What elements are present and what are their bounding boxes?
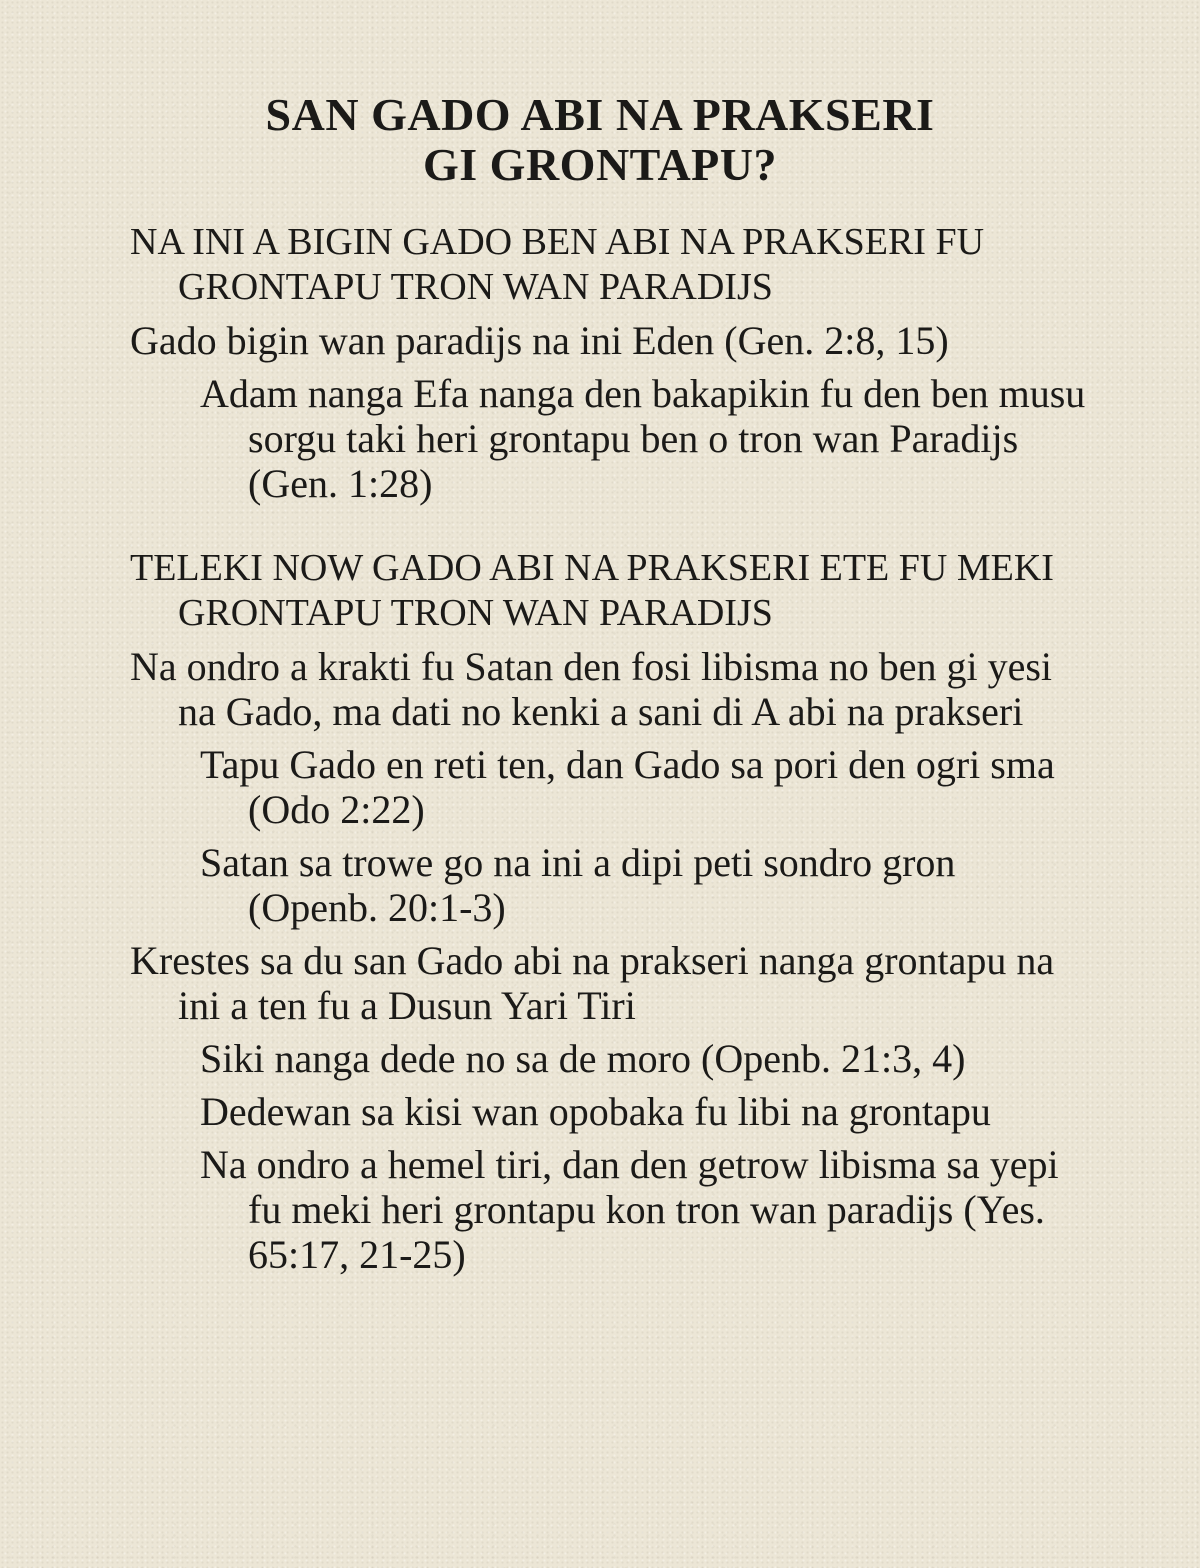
outline-point: Na ondro a krakti fu Satan den fosi libisma no ben gi yesi na Gado, ma dati no kenki a sani di A abi na prakseri xyxy=(130,644,1053,734)
section-2 xyxy=(130,546,1090,1277)
outline-subpoint: Satan sa trowe go na ini a dipi peti sondro gron (Openb. 20:1-3) xyxy=(200,840,956,930)
page-title xyxy=(100,90,1100,190)
outline-subpoint: Na ondro a hemel tiri, dan den getrow libisma sa yepi fu meki heri grontapu kon tron wan paradijs (Yes. 65:17, 21-25) xyxy=(200,1142,1059,1277)
outline-point: Krestes sa du san Gado abi na prakseri nanga grontapu na ini a ten fu a Dusun Yari Tiri xyxy=(130,938,1055,1028)
section-heading: NA INI A BIGIN GADO BEN ABI NA PRAKSERI FU GRONTAPU TRON WAN PARADIJS xyxy=(130,221,985,308)
page-title-line-1: SAN GADO ABI NA PRAKSERI xyxy=(265,89,935,140)
outline-subpoint: Siki nanga dede no sa de moro (Openb. 21:3, 4) xyxy=(200,1036,966,1081)
outline-point: Gado bigin wan paradijs na ini Eden (Gen. 2:8, 15) xyxy=(130,318,949,363)
section-spacer xyxy=(130,514,1090,546)
outline-subpoint: Tapu Gado en reti ten, dan Gado sa pori den ogri sma (Odo 2:22) xyxy=(200,742,1055,832)
page-title-line-2: GI GRONTAPU? xyxy=(423,139,777,190)
section-1 xyxy=(130,220,1090,506)
outline-subpoint: Adam nanga Efa nanga den bakapikin fu den ben musu sorgu taki heri grontapu ben o tron wan Paradijs (Gen. 1:28) xyxy=(200,371,1086,506)
outline xyxy=(130,220,1090,1285)
section-heading: TELEKI NOW GADO ABI NA PRAKSERI ETE FU MEKI GRONTAPU TRON WAN PARADIJS xyxy=(130,547,1054,634)
outline-subpoint: Dedewan sa kisi wan opobaka fu libi na grontapu xyxy=(200,1089,991,1134)
